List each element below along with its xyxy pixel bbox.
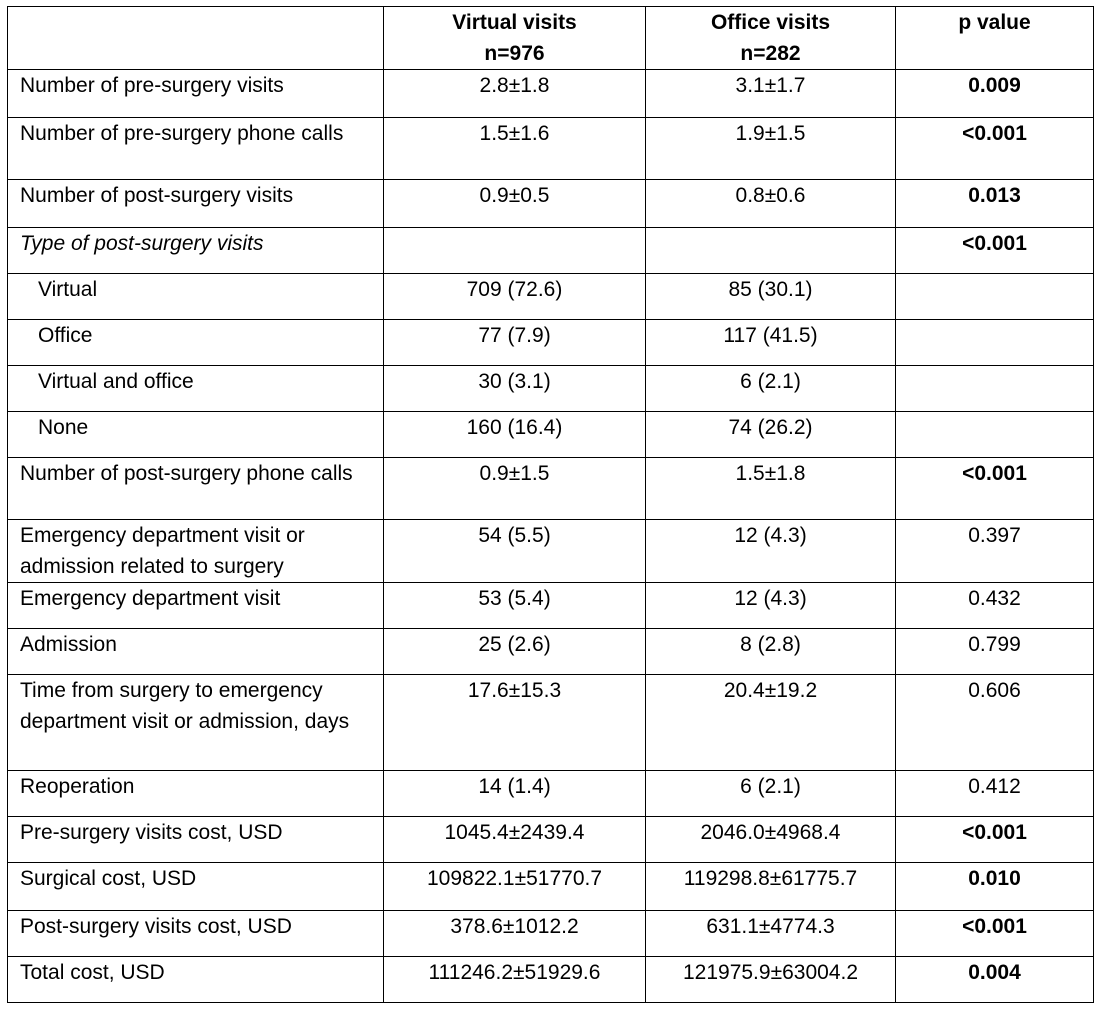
virtual-value: 17.6±15.3 bbox=[384, 675, 646, 771]
row-label: Number of post-surgery phone calls bbox=[8, 458, 384, 520]
virtual-visits-n: n=976 bbox=[484, 42, 545, 65]
header-office-visits bbox=[646, 7, 896, 70]
table-row bbox=[8, 70, 1094, 118]
p-value bbox=[896, 320, 1094, 366]
p-value: <0.001 bbox=[896, 911, 1094, 957]
row-label: Number of pre-surgery phone calls bbox=[8, 118, 384, 180]
virtual-value: 111246.2±51929.6 bbox=[384, 957, 646, 1003]
virtual-value: 0.9±0.5 bbox=[384, 180, 646, 228]
table-row bbox=[8, 957, 1094, 1003]
virtual-value: 378.6±1012.2 bbox=[384, 911, 646, 957]
p-value bbox=[896, 366, 1094, 412]
virtual-value: 2.8±1.8 bbox=[384, 70, 646, 118]
office-value bbox=[646, 228, 896, 274]
office-value: 0.8±0.6 bbox=[646, 180, 896, 228]
row-label: Total cost, USD bbox=[8, 957, 384, 1003]
virtual-value: 14 (1.4) bbox=[384, 771, 646, 817]
p-value: 0.010 bbox=[896, 863, 1094, 911]
office-value: 631.1±4774.3 bbox=[646, 911, 896, 957]
office-value: 6 (2.1) bbox=[646, 771, 896, 817]
virtual-value: 1.5±1.6 bbox=[384, 118, 646, 180]
office-value: 6 (2.1) bbox=[646, 366, 896, 412]
office-value: 12 (4.3) bbox=[646, 520, 896, 583]
row-label: Reoperation bbox=[8, 771, 384, 817]
table-row bbox=[8, 412, 1094, 458]
table-row bbox=[8, 771, 1094, 817]
p-value bbox=[896, 412, 1094, 458]
p-value: <0.001 bbox=[896, 228, 1094, 274]
office-value: 74 (26.2) bbox=[646, 412, 896, 458]
virtual-value: 77 (7.9) bbox=[384, 320, 646, 366]
header-empty-cell bbox=[8, 7, 384, 70]
table-row bbox=[8, 675, 1094, 771]
p-value: 0.004 bbox=[896, 957, 1094, 1003]
table-row bbox=[8, 366, 1094, 412]
office-value: 8 (2.8) bbox=[646, 629, 896, 675]
p-value: 0.799 bbox=[896, 629, 1094, 675]
p-value: 0.432 bbox=[896, 583, 1094, 629]
virtual-value: 53 (5.4) bbox=[384, 583, 646, 629]
header-row bbox=[8, 7, 1094, 70]
p-value: 0.009 bbox=[896, 70, 1094, 118]
virtual-value: 160 (16.4) bbox=[384, 412, 646, 458]
table-row bbox=[8, 629, 1094, 675]
virtual-value: 54 (5.5) bbox=[384, 520, 646, 583]
virtual-value: 0.9±1.5 bbox=[384, 458, 646, 520]
row-label: Virtual bbox=[8, 274, 384, 320]
table-row bbox=[8, 274, 1094, 320]
row-label: Office bbox=[8, 320, 384, 366]
virtual-value: 30 (3.1) bbox=[384, 366, 646, 412]
header-p-value: p value bbox=[896, 7, 1094, 70]
p-value: 0.013 bbox=[896, 180, 1094, 228]
row-label: Admission bbox=[8, 629, 384, 675]
row-label: Number of pre-surgery visits bbox=[8, 70, 384, 118]
p-value: <0.001 bbox=[896, 817, 1094, 863]
table-row bbox=[8, 228, 1094, 274]
row-label: Type of post-surgery visits bbox=[8, 228, 384, 274]
virtual-value: 1045.4±2439.4 bbox=[384, 817, 646, 863]
p-value: 0.606 bbox=[896, 675, 1094, 771]
office-value: 121975.9±63004.2 bbox=[646, 957, 896, 1003]
table-row bbox=[8, 583, 1094, 629]
virtual-value: 109822.1±51770.7 bbox=[384, 863, 646, 911]
office-value: 117 (41.5) bbox=[646, 320, 896, 366]
header-virtual-visits bbox=[384, 7, 646, 70]
office-value: 1.9±1.5 bbox=[646, 118, 896, 180]
office-value: 12 (4.3) bbox=[646, 583, 896, 629]
p-value: 0.397 bbox=[896, 520, 1094, 583]
table-row bbox=[8, 118, 1094, 180]
office-value: 85 (30.1) bbox=[646, 274, 896, 320]
office-value: 119298.8±61775.7 bbox=[646, 863, 896, 911]
row-label: Pre-surgery visits cost, USD bbox=[8, 817, 384, 863]
office-value: 20.4±19.2 bbox=[646, 675, 896, 771]
table-row bbox=[8, 458, 1094, 520]
virtual-visits-title: Virtual visits bbox=[452, 11, 577, 34]
table-row bbox=[8, 911, 1094, 957]
row-label: Emergency department visit or admission related to surgery bbox=[8, 520, 384, 583]
row-label: Surgical cost, USD bbox=[8, 863, 384, 911]
table-row bbox=[8, 520, 1094, 583]
results-table bbox=[7, 6, 1094, 1003]
row-label: None bbox=[8, 412, 384, 458]
virtual-value: 709 (72.6) bbox=[384, 274, 646, 320]
table-row bbox=[8, 817, 1094, 863]
office-value: 2046.0±4968.4 bbox=[646, 817, 896, 863]
table-row bbox=[8, 320, 1094, 366]
p-value: 0.412 bbox=[896, 771, 1094, 817]
table-row bbox=[8, 863, 1094, 911]
table-body bbox=[8, 70, 1094, 1003]
p-value: <0.001 bbox=[896, 118, 1094, 180]
row-label: Post-surgery visits cost, USD bbox=[8, 911, 384, 957]
row-label: Emergency department visit bbox=[8, 583, 384, 629]
row-label: Number of post-surgery visits bbox=[8, 180, 384, 228]
p-value bbox=[896, 274, 1094, 320]
virtual-value: 25 (2.6) bbox=[384, 629, 646, 675]
table-row bbox=[8, 180, 1094, 228]
row-label: Virtual and office bbox=[8, 366, 384, 412]
p-value: <0.001 bbox=[896, 458, 1094, 520]
office-visits-n: n=282 bbox=[740, 42, 801, 65]
row-label: Time from surgery to emergency department visit or admission, days bbox=[8, 675, 384, 771]
office-value: 1.5±1.8 bbox=[646, 458, 896, 520]
office-visits-title: Office visits bbox=[710, 11, 831, 34]
virtual-value bbox=[384, 228, 646, 274]
office-value: 3.1±1.7 bbox=[646, 70, 896, 118]
